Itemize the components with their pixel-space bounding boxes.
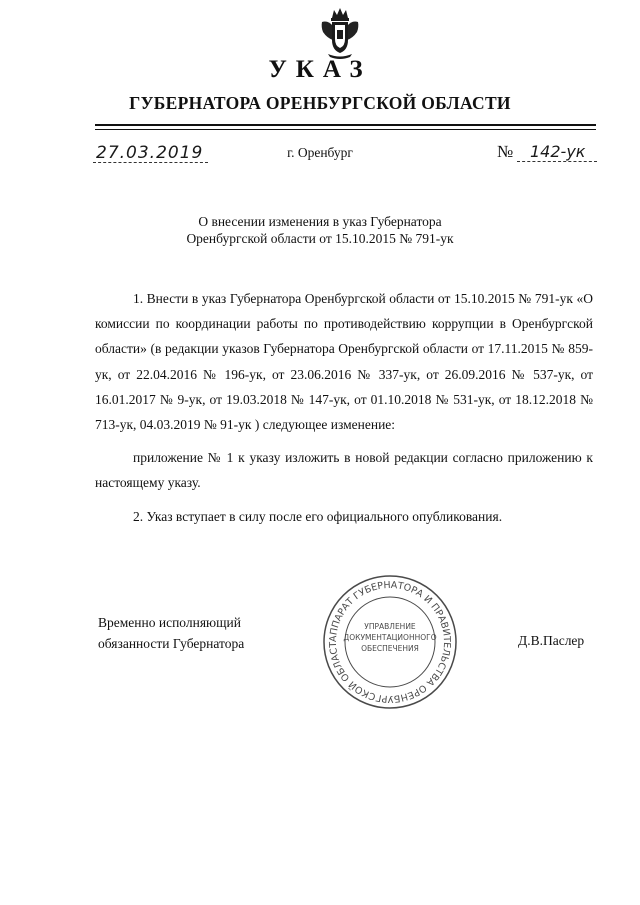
document-body <box>95 286 593 529</box>
body-paragraph: приложение № 1 к указу изложить в новой редакции согласно приложению к настоящему указу. <box>95 450 593 491</box>
body-paragraph: 2. Указ вступает в силу после его официального опубликования. <box>133 508 503 524</box>
document-date: 27.03.2019 <box>96 143 204 163</box>
number-underline <box>517 161 597 162</box>
issuer-title: ГУБЕРНАТОРА ОРЕНБУРГСКОЙ ОБЛАСТИ <box>129 93 511 113</box>
seal-center-line: УПРАВЛЕНИЕ <box>364 622 416 631</box>
seal-ring-text: АППАРАТ ГУБЕРНАТОРА И ПРАВИТЕЛЬСТВА ОРЕНБУРГСКОЙ ОБЛАСТ <box>327 579 453 705</box>
document-city: г. Оренбург <box>287 145 353 160</box>
header-divider-thin <box>95 129 596 130</box>
document-type-title: УКАЗ <box>268 56 372 83</box>
header-divider <box>95 124 596 126</box>
signer-position-line: обязанности Губернатора <box>98 636 245 651</box>
seal-center-line: ДОКУМЕНТАЦИОННОГО <box>343 633 437 642</box>
document-heading <box>0 213 640 247</box>
official-seal <box>320 574 460 710</box>
signer-name: Д.В.Паслер <box>518 633 585 648</box>
coat-of-arms-icon <box>318 6 362 60</box>
signer-position-line: Временно исполняющий <box>98 615 241 630</box>
document-number: 142-ук <box>530 142 586 161</box>
heading-line: Оренбургской области от 15.10.2015 № 791-ук <box>186 231 454 246</box>
heading-line: О внесении изменения в указ Губернатора <box>198 214 442 229</box>
signer-position <box>98 612 244 654</box>
number-label: № <box>497 142 514 161</box>
body-paragraph: 1. Внести в указ Губернатора Оренбургской области от 15.10.2015 № 791-ук «О комиссии по координации работы по противодействию коррупции в Оренбургской области» (в редакции указов Губернатора Оренбургской области от 17.11.2015 № 859-ук, от 22.04.2016 № 196-ук, от 23.06.2016 № 337-ук, от 26.09.2016 № 537-ук, от 16.01.2017 № 9-ук, от 19.03.2018 № 147-ук, от 01.10.2018 № 531-ук, от 18.12.2018 № 713-ук, 04.03.2019 № 91-ук ) следующее изменение: <box>95 291 593 433</box>
seal-center-line: ОБЕСПЕЧЕНИЯ <box>361 644 419 653</box>
date-underline <box>93 162 208 163</box>
